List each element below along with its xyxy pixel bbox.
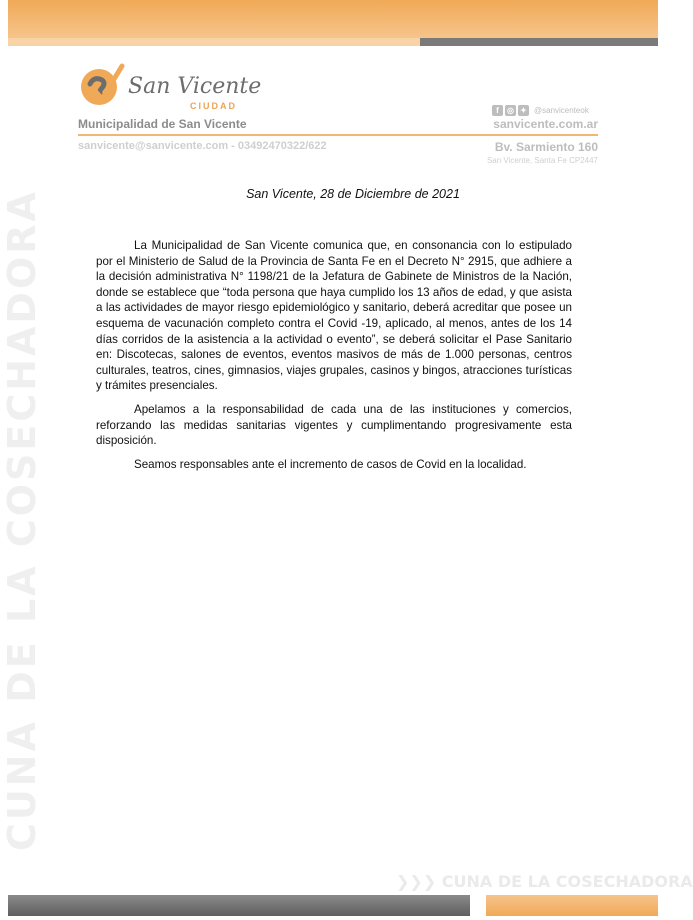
contact-info: sanvicente@sanvicente.com - 03492470322/622: [78, 140, 327, 152]
paragraph: La Municipalidad de San Vicente comunica que, en consonancia con lo estipulado por el Ministerio de Salud de la Provincia de Santa Fe en el Decreto N° 2915, que adhiere a la decisión administrativa N° 1198/21 de la Jefatura de Gabinete de Ministros de la Nación, donde se establece que “toda persona que haya cumplido los 13 años de edad, y que asista a las actividades de mayor riesgo epidemiológico y sanitario, deberá acreditar que posee un esquema de vacunación completo contra el Covid -19, aplicado, al menos, antes de los 14 días corridos de la asistencia a la actividad o evento”, se deberá solicitar el Pase Sanitario en: Discotecas, salones de eventos, eventos masivos de más de 1.000 personas, centros culturales, teatros, cines, gimnasios, viajes grupales, casinos y bingos, atracciones turísticas y trámites presenciales.: [96, 239, 572, 393]
footer-gray-band: [8, 895, 470, 916]
municipality-logo-icon: [78, 62, 124, 108]
paragraph: Seamos responsables ante el incremento de casos de Covid en la localidad.: [134, 457, 527, 471]
footer-watermark: [396, 872, 693, 891]
twitter-icon[interactable]: ✦: [518, 105, 529, 116]
social-handle: @sanvicenteok: [534, 105, 589, 115]
document-body: [96, 238, 572, 480]
instagram-icon[interactable]: ◎: [505, 105, 516, 116]
paragraph: Apelamos a la responsabilidad de cada una de las instituciones y comercios, reforzando las medidas sanitarias vigentes y cumplimentando progresivamente esta disposición.: [96, 402, 572, 448]
side-watermark: CUNA DE LA COSECHADORA: [0, 189, 44, 851]
top-gray-band: [420, 38, 658, 46]
website-link[interactable]: sanvicente.com.ar: [493, 117, 598, 131]
top-light-ledge: [8, 38, 428, 46]
chevrons-icon: ❯❯❯: [396, 872, 442, 891]
footer-orange-band: [486, 895, 658, 916]
top-orange-band: [8, 0, 658, 38]
header-divider: [78, 134, 598, 136]
facebook-icon[interactable]: f: [492, 105, 503, 116]
brand-name: San Vicente: [128, 74, 262, 99]
brand-subtitle: CIUDAD: [190, 101, 237, 111]
city-postal: San Vicente, Santa Fe CP2447: [486, 156, 598, 165]
social-links: [492, 104, 589, 116]
municipality-name: Municipalidad de San Vicente: [78, 117, 247, 131]
footer-watermark-text: CUNA DE LA COSECHADORA: [441, 872, 693, 891]
document-date: San Vicente, 28 de Diciembre de 2021: [246, 187, 460, 201]
address: Bv. Sarmiento 160: [494, 140, 598, 154]
